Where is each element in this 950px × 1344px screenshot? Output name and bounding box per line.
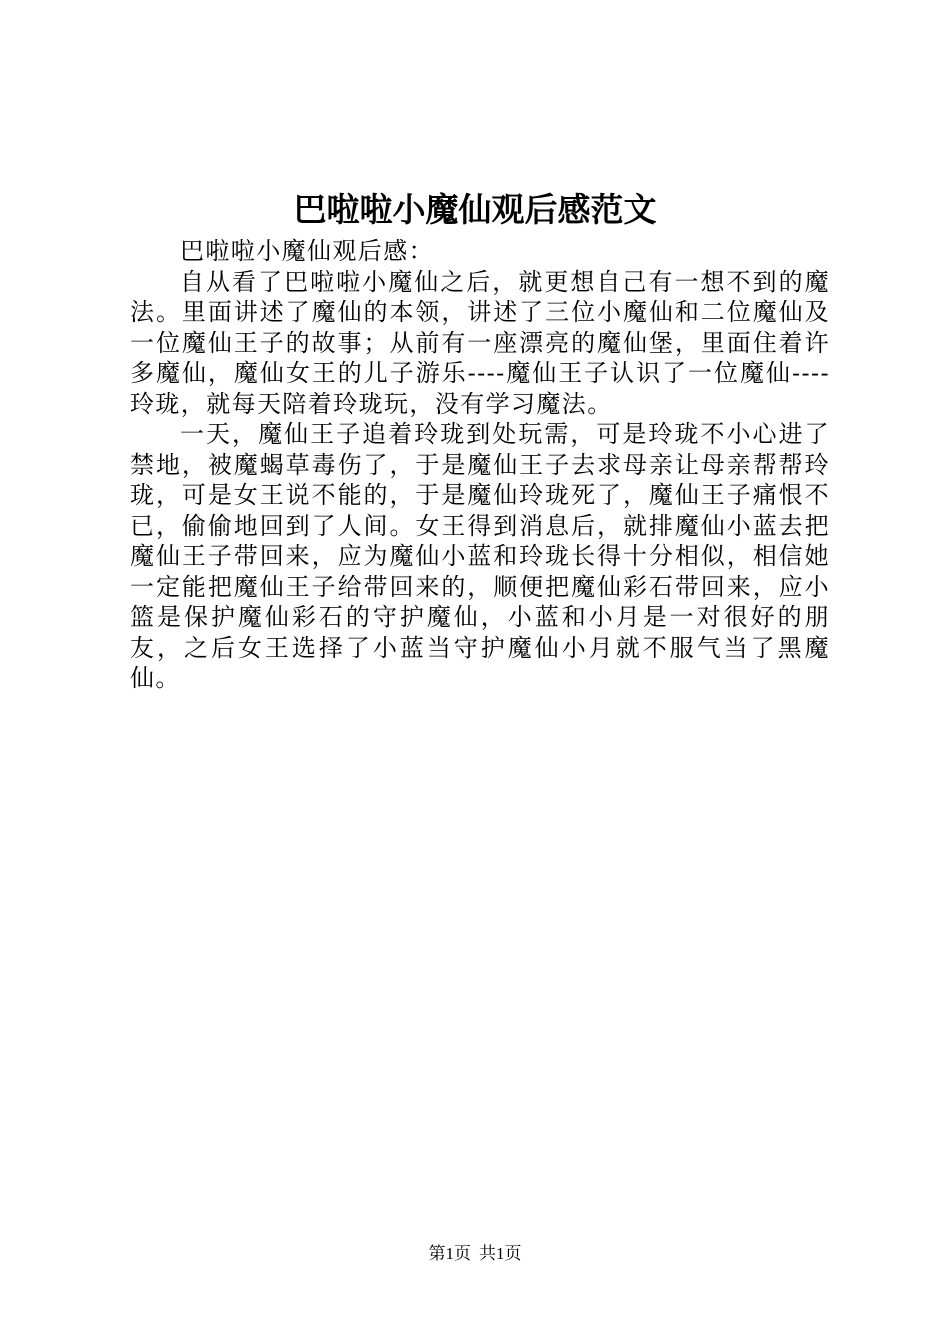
page-footer [0, 1242, 950, 1266]
paragraph-2: 一天，魔仙王子追着玲珑到处玩需，可是玲珑不小心进了禁地，被魔蝎草毒伤了，于是魔仙王子去求母亲让母亲帮帮玲珑，可是女王说不能的，于是魔仙玲珑死了，魔仙王子痛恨不已，偷偷地回到了人间。女王得到消息后，就排魔仙小蓝去把魔仙王子带回来，应为魔仙小蓝和玲珑长得十分相似，相信她一定能把魔仙王子给带回来的，顺便把魔仙彩石带回来，应小篮是保护魔仙彩石的守护魔仙，小蓝和小月是一对很好的朋友，之后女王选择了小蓝当守护魔仙小月就不服气当了黑魔仙。 [130, 420, 830, 692]
document-title: 巴啦啦小魔仙观后感范文 [293, 190, 657, 229]
page-number: 第1页 [428, 1244, 471, 1263]
page-count: 共1页 [479, 1244, 522, 1263]
paragraph-intro: 巴啦啦小魔仙观后感： [180, 237, 434, 265]
paragraph-1: 自从看了巴啦啦小魔仙之后，就更想自己有一想不到的魔法。里面讲述了魔仙的本领，讲述了三位小魔仙和二位魔仙及一位魔仙王子的故事；从前有一座漂亮的魔仙堡，里面住着许多魔仙，魔仙女王的儿子游乐----魔仙王子认识了一位魔仙----玲珑，就每天陪着玲珑玩，没有学习魔法。 [130, 267, 830, 418]
document-body [130, 236, 830, 694]
